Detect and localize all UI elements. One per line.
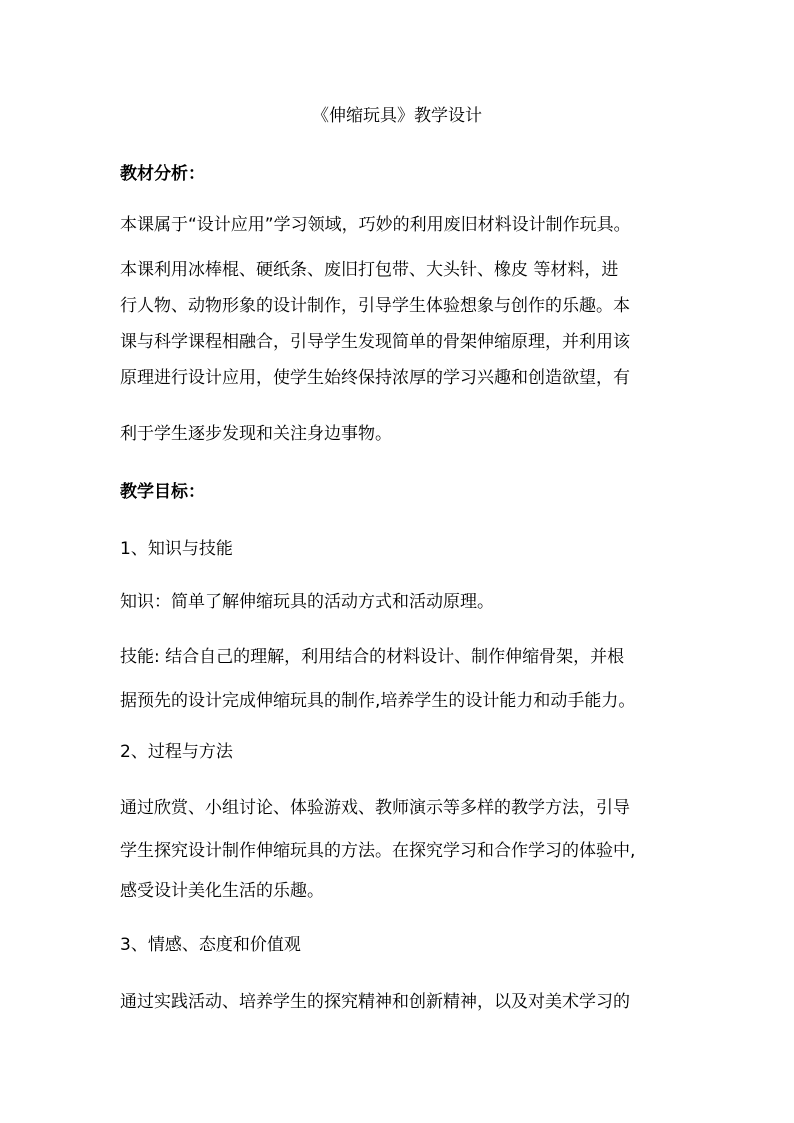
goal-1-skill-line-1: 技能: 结合自己的理解，利用结合的材料设计、制作伸缩骨架，并根 xyxy=(120,647,625,667)
goal-2-heading: 2、过程与方法 xyxy=(120,742,233,762)
goal-3-line-1: 通过实践活动、培养学生的探究精神和创新精神，以及对美术学习的 xyxy=(120,992,630,1012)
goal-2-line-1: 通过欣赏、小组讨论、体验游戏、教师演示等多样的教学方法，引导 xyxy=(120,798,630,818)
material-analysis-line-3: 行人物、动物形象的设计制作，引导学生体验想象与创作的乐趣。本 xyxy=(120,296,630,316)
material-analysis-line-5: 原理进行设计应用，使学生始终保持浓厚的学习兴趣和创造欲望，有 xyxy=(120,368,630,388)
material-analysis-heading: 教材分析： xyxy=(120,164,205,184)
goal-1-heading: 1、知识与技能 xyxy=(120,539,233,559)
material-analysis-line-4: 课与科学课程相融合，引导学生发现简单的骨架伸缩原理，并利用该 xyxy=(120,332,630,352)
goal-1-knowledge: 知识：简单了解伸缩玩具的活动方式和活动原理。 xyxy=(120,592,494,612)
goal-2-line-3: 感受设计美化生活的乐趣。 xyxy=(120,881,324,901)
goal-3-heading: 3、情感、态度和价值观 xyxy=(120,935,301,955)
goal-1-skill-line-2: 据预先的设计完成伸缩玩具的制作,培养学生的设计能力和动手能力。 xyxy=(120,691,636,711)
material-analysis-line-1: 本课属于“设计应用”学习领域，巧妙的利用废旧材料设计制作玩具。 xyxy=(120,215,631,235)
document-title: 《伸缩玩具》教学设计 xyxy=(312,106,482,126)
goal-2-line-2: 学生探究设计制作伸缩玩具的方法。在探究学习和合作学习的体验中, xyxy=(120,841,636,861)
material-analysis-line-6: 利于学生逐步发现和关注身边事物。 xyxy=(120,424,392,444)
teaching-goals-heading: 教学目标： xyxy=(120,482,205,502)
material-analysis-line-2: 本课利用冰棒棍、硬纸条、废旧打包带、大头针、橡皮 等材料，进 xyxy=(120,260,619,280)
